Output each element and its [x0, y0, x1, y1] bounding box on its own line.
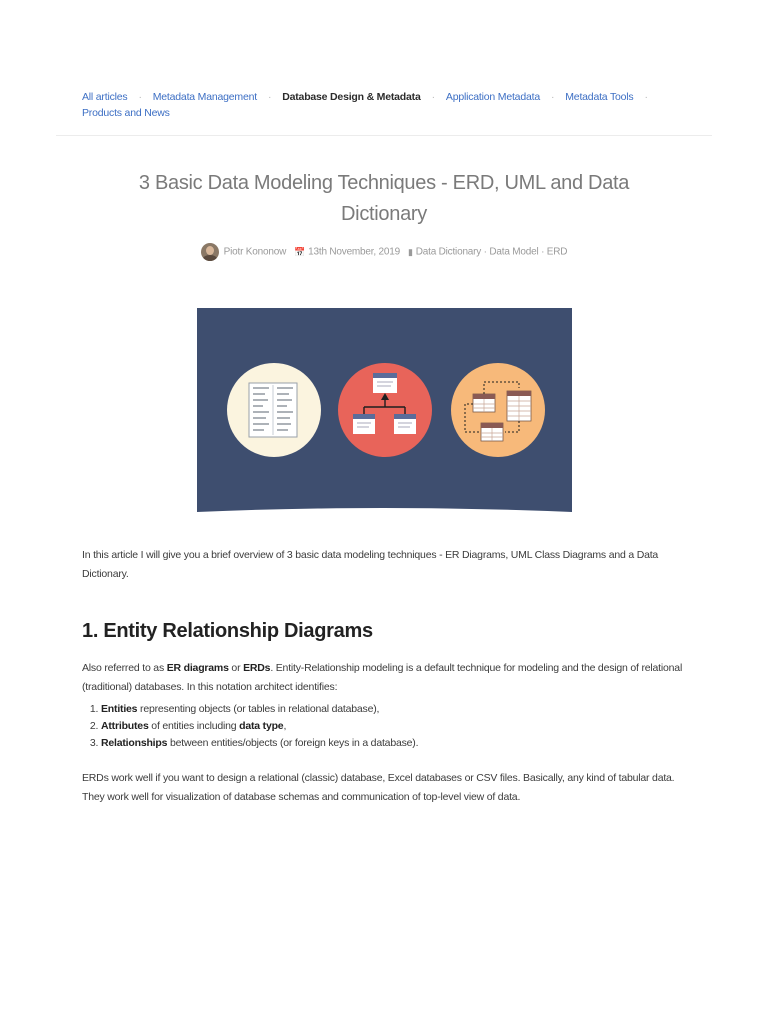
hero-illustration	[197, 308, 572, 514]
nav-separator: ·	[431, 91, 435, 103]
nav-separator: ·	[550, 91, 555, 103]
list-item: 1. Entities representing objects (or tables in relational database),	[101, 701, 418, 718]
nav-separator: ·	[138, 91, 142, 103]
calendar-icon: 📅	[294, 246, 306, 257]
nav-separator: ·	[267, 91, 272, 103]
intro-paragraph: In this article I will give you a brief overview of 3 basic data modeling techniques - ER Diagrams, UML Class Diagrams and a Data Dictionary.	[82, 549, 659, 580]
erd-components-list	[82, 701, 418, 752]
list-item: 2. Attributes of entities including data type,	[101, 718, 418, 735]
nav-separator: ·	[644, 91, 648, 103]
header-divider	[56, 135, 712, 136]
nav-link-application-metadata[interactable]: Application Metadata	[445, 91, 540, 103]
nav-link-database-design[interactable]: Database Design & Metadata	[282, 91, 421, 103]
author-avatar	[201, 243, 219, 261]
article-meta	[0, 243, 768, 261]
nav-link-metadata-management[interactable]: Metadata Management	[152, 91, 257, 103]
article-tags[interactable]: Data Dictionary · Data Model · ERD	[415, 246, 568, 258]
data-dictionary-icon	[249, 383, 297, 437]
nav-link-metadata-tools[interactable]: Metadata Tools	[565, 91, 634, 103]
breadcrumb-nav	[82, 89, 682, 121]
section-heading-erd: 1. Entity Relationship Diagrams	[82, 620, 373, 642]
erd-closing-paragraph: ERDs work well if you want to design a relational (classic) database, Excel databases or CSV files. Basically, any kind of tabular data. They work well for visualization of database schemas and communication of top-level view of data.	[82, 772, 675, 803]
article-title: 3 Basic Data Modeling Techniques - ERD, UML and Data Dictionary	[138, 172, 630, 225]
erd-description: Also referred to as ER diagrams or ERDs. Entity-Relationship modeling is a default technique for modeling and the design of relational (traditional) databases. In this notation architect identifies:	[82, 662, 683, 693]
author-name[interactable]: Piotr Kononow	[223, 246, 287, 258]
nav-link-all-articles[interactable]: All articles	[82, 91, 128, 103]
tag-icon: ▮	[407, 246, 413, 257]
nav-link-products-news[interactable]: Products and News	[82, 107, 170, 119]
publish-date: 13th November, 2019	[308, 246, 400, 258]
list-item: 3. Relationships between entities/objects (or foreign keys in a database).	[101, 735, 418, 752]
